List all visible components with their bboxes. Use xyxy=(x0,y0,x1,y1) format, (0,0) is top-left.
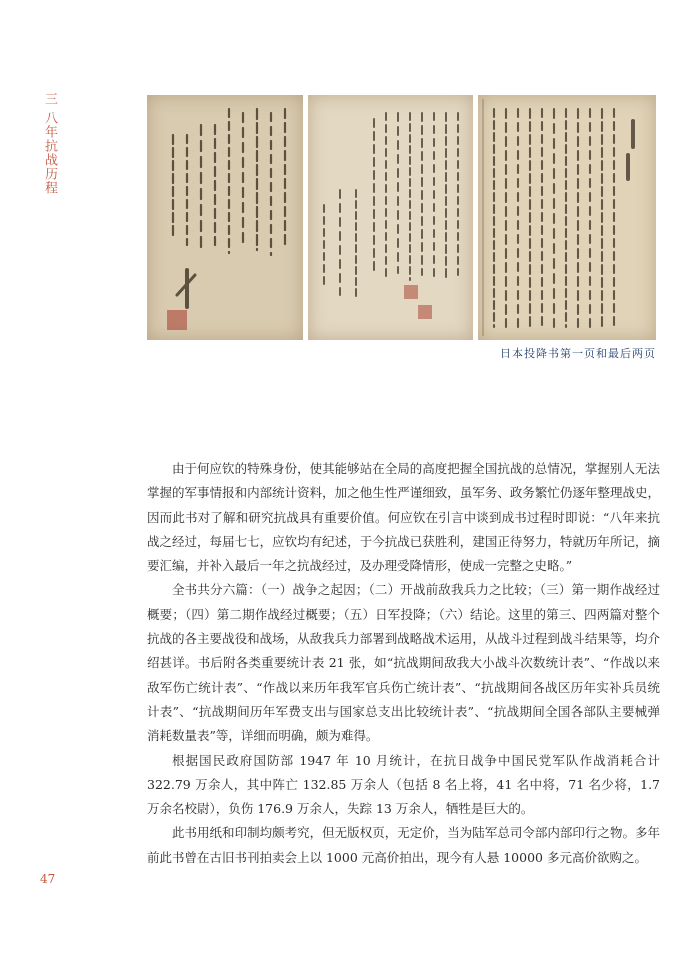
page-number: 47 xyxy=(40,872,56,886)
paragraph-2: 全书共分六篇：（一）战争之起因；（二）开战前敌我兵力之比较；（三）第一期作战经过概要；（四）第二期作战经过概要；（五）日军投降；（六）结论。这里的第三、四两篇对整个抗战的各主要战役和战场，从敌我兵力部署到战略战术运用，从战斗过程到战斗结果等，均介绍甚详。书后附各类重要统计表 21 张，如“抗战期间敌我大小战斗次数统计表”、“作战以来敌军伤亡统计表”、“作战以来历年我军官兵伤亡统计表”、“抗战期间各战区历年实补兵员统计表”、“抗战期间历年军费支出与国家总支出比较统计表”、“抗战期间全国各部队主要械弹消耗数量表”等，详细而明确，颇为难得。 xyxy=(147,582,660,744)
surrender-page-first-image xyxy=(478,95,656,340)
paragraph-4: 此书用纸和印制均颇考究，但无版权页，无定价，当为陆军总司令部内部印行之物。多年前此书曾在古旧书刊拍卖会上以 1000 元高价拍出，现今有人悬 10000 多元高价欲购之。 xyxy=(147,825,660,865)
paragraph-1: 由于何应钦的特殊身份，使其能够站在全局的高度把握全国抗战的总情况，掌握别人无法掌握的军事情报和内部统计资料，加之他生性严谨细致，虽军务、政务繁忙仍逐年整理战史，因而此书对了解和研究抗战具有重要价值。何应钦在引言中谈到成书过程时即说：“八年来抗战之经过，每届七七，应钦均有纪述，于今抗战已获胜利，建国正待努力，特就历年所记，摘要汇编，并补入最后一年之抗战经过，及办理受降情形，使成一完整之史略。” xyxy=(147,461,660,574)
surrender-page-last-image xyxy=(147,95,303,340)
handwritten-document-icon xyxy=(308,95,473,340)
chapter-side-label: 三 八年抗战历程 xyxy=(42,92,57,196)
surrender-page-middle-image xyxy=(308,95,473,340)
paragraph-3: 根据国民政府国防部 1947 年 10 月统计，在抗日战争中国民党军队作战消耗合计 322.79 万余人，其中阵亡 132.85 万余人（包括 8 名上将，41 名中将，71 名少将，1.7 万余名校尉），负伤 176.9 万余人，失踪 13 万余人，牺牲是巨大的。 xyxy=(147,752,660,817)
article-body xyxy=(147,457,660,870)
handwritten-document-icon xyxy=(147,95,303,340)
surrender-document-photos xyxy=(147,95,656,340)
handwritten-document-icon xyxy=(478,95,656,340)
figure-caption: 日本投降书第一页和最后两页 xyxy=(500,347,656,360)
